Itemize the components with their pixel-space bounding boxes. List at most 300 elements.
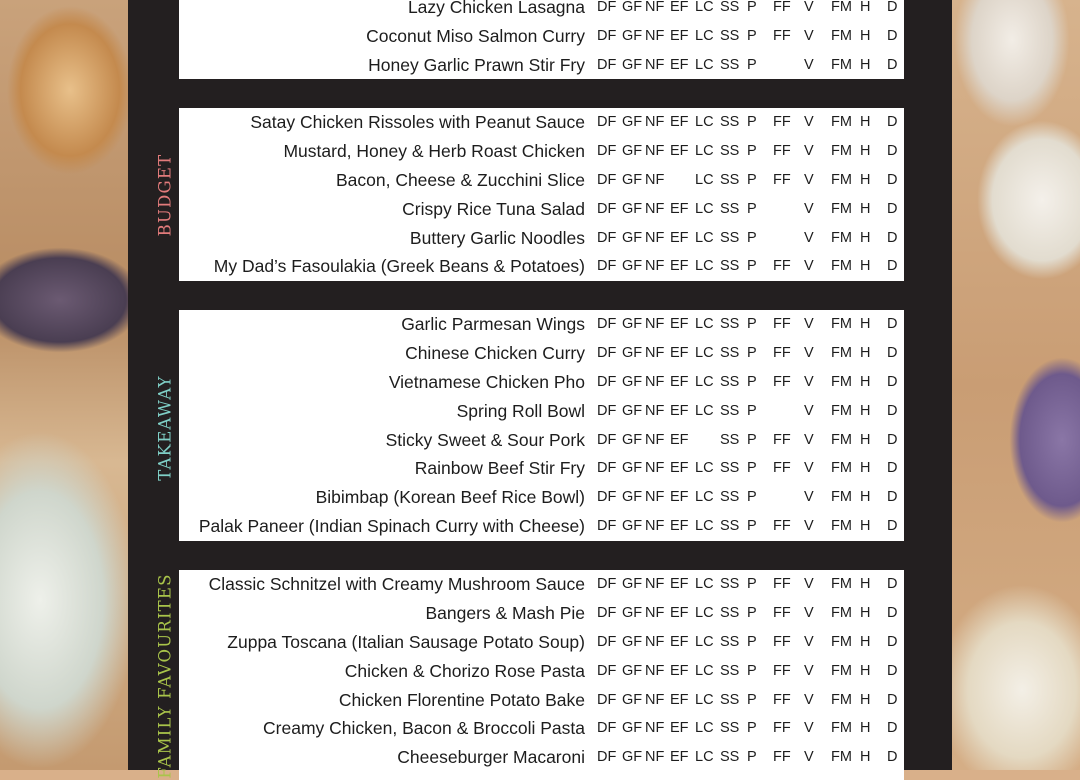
diet-tag: P	[747, 720, 757, 737]
diet-tag: LC	[695, 662, 714, 679]
diet-tag: V	[804, 316, 814, 332]
menu-row	[179, 686, 904, 715]
diet-tag: FM	[831, 316, 852, 332]
dish-name: Chicken Florentine Potato Bake	[338, 689, 585, 710]
diet-tag: SS	[720, 316, 740, 332]
diet-tag: FF	[773, 518, 791, 535]
diet-tag: V	[804, 489, 814, 506]
diet-tag: V	[804, 633, 814, 650]
diet-tag: FM	[831, 691, 852, 708]
diet-tag: P	[747, 200, 757, 217]
menu-row	[179, 137, 904, 166]
diet-tag: P	[747, 633, 757, 650]
diet-tag: P	[747, 518, 757, 535]
dish-name: Buttery Garlic Noodles	[409, 227, 585, 248]
dish-name: My Dad’s Fasoulakia (Greek Beans & Potatoes)	[213, 256, 585, 277]
diet-tag: GF	[622, 431, 643, 448]
diet-tag: DF	[597, 431, 617, 448]
dish-name: Chinese Chicken Curry	[405, 342, 585, 363]
diet-tag: EF	[670, 633, 689, 650]
diet-tag: EF	[670, 749, 689, 766]
diet-tag: NF	[645, 662, 665, 679]
dish-name: Cheeseburger Macaroni	[397, 747, 585, 768]
diet-tag: NF	[645, 691, 665, 708]
diet-tag: SS	[720, 56, 740, 73]
diet-tag: NF	[645, 633, 665, 650]
diet-tag: NF	[645, 56, 665, 73]
diet-tag: GF	[622, 171, 643, 188]
diet-tag: V	[804, 518, 814, 535]
diet-tag: FF	[773, 604, 791, 621]
diet-tag: EF	[670, 576, 689, 592]
diet-tag: LC	[695, 633, 714, 650]
diet-tag: D	[887, 0, 898, 15]
menu-row	[179, 483, 904, 512]
diet-tag: V	[804, 171, 814, 188]
diet-tag: LC	[695, 56, 714, 73]
diet-tag: LC	[695, 749, 714, 766]
dish-name: Crispy Rice Tuna Salad	[402, 198, 585, 219]
diet-tag: V	[804, 344, 814, 361]
menu-row	[179, 22, 904, 51]
diet-tag: D	[887, 344, 898, 361]
diet-tag: DF	[597, 720, 617, 737]
diet-tag: D	[887, 258, 898, 275]
diet-tag: H	[860, 518, 871, 535]
section-label: BUDGET	[155, 153, 175, 237]
diet-tag: GF	[622, 691, 643, 708]
diet-tag: EF	[670, 200, 689, 217]
diet-tag: FM	[831, 373, 852, 390]
menu-row	[179, 628, 904, 657]
diet-tag: FM	[831, 720, 852, 737]
diet-tag: D	[887, 633, 898, 650]
diet-tag: DF	[597, 229, 617, 246]
diet-tag: V	[804, 114, 814, 130]
diet-tag: H	[860, 171, 871, 188]
diet-tag: DF	[597, 662, 617, 679]
diet-tag: H	[860, 604, 871, 621]
diet-tag: P	[747, 489, 757, 506]
diet-tag: FM	[831, 258, 852, 275]
diet-tag: NF	[645, 258, 665, 275]
diet-tag: DF	[597, 27, 617, 44]
menu-row	[179, 599, 904, 628]
diet-tag: FF	[773, 258, 791, 275]
diet-tag: V	[804, 373, 814, 390]
diet-tag: EF	[670, 720, 689, 737]
diet-tag: V	[804, 200, 814, 217]
dish-name: Garlic Parmesan Wings	[401, 314, 585, 334]
diet-tag: DF	[597, 142, 617, 159]
diet-tag: LC	[695, 720, 714, 737]
diet-tag: H	[860, 633, 871, 650]
diet-tag: LC	[695, 171, 714, 188]
diet-tag: D	[887, 402, 898, 419]
diet-tag: H	[860, 316, 871, 332]
diet-tag: H	[860, 489, 871, 506]
diet-tag: FF	[773, 114, 791, 130]
diet-tag: H	[860, 431, 871, 448]
diet-tag: GF	[622, 489, 643, 506]
diet-tag: FF	[773, 344, 791, 361]
diet-tag: DF	[597, 373, 617, 390]
diet-tag: P	[747, 576, 757, 592]
diet-tag: GF	[622, 258, 643, 275]
diet-tag: V	[804, 720, 814, 737]
diet-tag: LC	[695, 316, 714, 332]
diet-tag: H	[860, 460, 871, 477]
diet-tag: SS	[720, 662, 740, 679]
diet-tag: SS	[720, 576, 740, 592]
diet-tag: GF	[622, 633, 643, 650]
background-photo-right	[952, 0, 1080, 770]
diet-tag: EF	[670, 142, 689, 159]
diet-tag: EF	[670, 344, 689, 361]
diet-tag: DF	[597, 460, 617, 477]
diet-tag: D	[887, 489, 898, 506]
diet-tag: GF	[622, 316, 643, 332]
diet-tag: SS	[720, 114, 740, 130]
diet-tag: V	[804, 258, 814, 275]
background-photo-left	[0, 0, 128, 770]
diet-tag: D	[887, 691, 898, 708]
diet-tag: EF	[670, 662, 689, 679]
diet-tag: V	[804, 749, 814, 766]
diet-tag: V	[804, 229, 814, 246]
menu-row	[179, 195, 904, 224]
diet-tag: EF	[670, 691, 689, 708]
diet-tag: FM	[831, 431, 852, 448]
diet-tag: GF	[622, 604, 643, 621]
diet-tag: NF	[645, 431, 665, 448]
diet-tag: DF	[597, 691, 617, 708]
diet-tag: LC	[695, 518, 714, 535]
diet-tag: D	[887, 518, 898, 535]
diet-tag: H	[860, 56, 871, 73]
diet-tag: P	[747, 431, 757, 448]
diet-tag: FM	[831, 662, 852, 679]
diet-tag: FM	[831, 0, 852, 15]
diet-tag: NF	[645, 200, 665, 217]
diet-tag: GF	[622, 229, 643, 246]
diet-tag: V	[804, 431, 814, 448]
diet-tag: LC	[695, 27, 714, 44]
diet-tag: P	[747, 27, 757, 44]
diet-tag: EF	[670, 114, 689, 130]
diet-tag: FM	[831, 749, 852, 766]
diet-tag: P	[747, 316, 757, 332]
diet-tag: LC	[695, 460, 714, 477]
diet-tag: LC	[695, 0, 714, 15]
diet-tag: FM	[831, 489, 852, 506]
diet-tag: NF	[645, 142, 665, 159]
diet-tag: NF	[645, 373, 665, 390]
menu-row	[179, 714, 904, 743]
diet-tag: V	[804, 0, 814, 15]
diet-tag: FM	[831, 344, 852, 361]
diet-tag: FF	[773, 171, 791, 188]
diet-tag: NF	[645, 460, 665, 477]
diet-tag: P	[747, 402, 757, 419]
diet-tag: D	[887, 576, 898, 592]
diet-tag: DF	[597, 576, 617, 592]
diet-tag: H	[860, 200, 871, 217]
diet-tag: P	[747, 749, 757, 766]
diet-tag: H	[860, 576, 871, 592]
diet-tag: DF	[597, 749, 617, 766]
diet-tag: FF	[773, 576, 791, 592]
diet-tag: GF	[622, 56, 643, 73]
diet-tag: EF	[670, 316, 689, 332]
diet-tag: NF	[645, 316, 665, 332]
diet-tag: H	[860, 142, 871, 159]
diet-tag: D	[887, 27, 898, 44]
diet-tag: DF	[597, 171, 617, 188]
diet-tag: EF	[670, 27, 689, 44]
diet-tag: P	[747, 691, 757, 708]
diet-tag: LC	[695, 258, 714, 275]
diet-tag: SS	[720, 373, 740, 390]
diet-tag: LC	[695, 604, 714, 621]
dish-name: Sticky Sweet & Sour Pork	[385, 429, 585, 450]
diet-tag: SS	[720, 460, 740, 477]
menu-section	[179, 108, 904, 281]
diet-tag: V	[804, 576, 814, 592]
diet-tag: NF	[645, 114, 665, 130]
diet-tag: NF	[645, 576, 665, 592]
diet-tag: DF	[597, 316, 617, 332]
diet-tag: LC	[695, 142, 714, 159]
menu-row	[179, 51, 904, 80]
diet-tag: FF	[773, 691, 791, 708]
diet-tag: FM	[831, 114, 852, 130]
diet-tag: H	[860, 114, 871, 130]
diet-tag: SS	[720, 402, 740, 419]
diet-tag: DF	[597, 344, 617, 361]
diet-tag: GF	[622, 142, 643, 159]
diet-tag: DF	[597, 489, 617, 506]
diet-tag: V	[804, 56, 814, 73]
diet-tag: FM	[831, 402, 852, 419]
diet-tag: GF	[622, 344, 643, 361]
diet-tag: H	[860, 229, 871, 246]
diet-tag: H	[860, 0, 871, 15]
diet-tag: EF	[670, 0, 689, 15]
diet-tag: SS	[720, 633, 740, 650]
diet-tag: LC	[695, 402, 714, 419]
diet-tag: P	[747, 142, 757, 159]
diet-tag: NF	[645, 720, 665, 737]
diet-tag: H	[860, 662, 871, 679]
diet-tag: P	[747, 56, 757, 73]
diet-tag: FM	[831, 142, 852, 159]
diet-tag: D	[887, 662, 898, 679]
diet-tag: NF	[645, 604, 665, 621]
diet-tag: SS	[720, 171, 740, 188]
diet-tag: FF	[773, 460, 791, 477]
diet-tag: P	[747, 344, 757, 361]
dish-name: Chicken & Chorizo Rose Pasta	[344, 660, 585, 681]
menu-row	[179, 339, 904, 368]
diet-tag: FF	[773, 27, 791, 44]
diet-tag: DF	[597, 114, 617, 130]
diet-tag: LC	[695, 373, 714, 390]
diet-tag: LC	[695, 691, 714, 708]
diet-tag: LC	[695, 489, 714, 506]
diet-tag: P	[747, 460, 757, 477]
diet-tag: P	[747, 373, 757, 390]
diet-tag: D	[887, 460, 898, 477]
diet-tag: V	[804, 691, 814, 708]
diet-tag: H	[860, 691, 871, 708]
diet-tag: V	[804, 604, 814, 621]
diet-tag: EF	[670, 229, 689, 246]
diet-tag: GF	[622, 200, 643, 217]
diet-tag: SS	[720, 229, 740, 246]
diet-tag: FF	[773, 142, 791, 159]
menu-row	[179, 368, 904, 397]
section-label: FAMILY FAVOURITES	[155, 573, 175, 779]
diet-tag: D	[887, 720, 898, 737]
diet-tag: FM	[831, 604, 852, 621]
diet-tag: DF	[597, 518, 617, 535]
diet-tag: GF	[622, 749, 643, 766]
diet-tag: LC	[695, 576, 714, 592]
diet-tag: D	[887, 316, 898, 332]
diet-tag: FM	[831, 633, 852, 650]
diet-tag: GF	[622, 662, 643, 679]
diet-tag: V	[804, 27, 814, 44]
diet-tag: SS	[720, 431, 740, 448]
diet-tag: SS	[720, 720, 740, 737]
dish-name: Classic Schnitzel with Creamy Mushroom Sauce	[208, 574, 585, 594]
menu-row	[179, 743, 904, 772]
diet-tag: H	[860, 27, 871, 44]
diet-tag: GF	[622, 27, 643, 44]
menu-row	[179, 108, 904, 137]
diet-tag: GF	[622, 373, 643, 390]
diet-tag: V	[804, 662, 814, 679]
diet-tag: SS	[720, 518, 740, 535]
diet-tag: P	[747, 114, 757, 130]
diet-tag: EF	[670, 56, 689, 73]
menu-row	[179, 397, 904, 426]
diet-tag: GF	[622, 518, 643, 535]
diet-tag: FM	[831, 27, 852, 44]
diet-tag: DF	[597, 633, 617, 650]
menu-row	[179, 0, 904, 22]
diet-tag: P	[747, 229, 757, 246]
dish-name: Bangers & Mash Pie	[425, 602, 585, 623]
diet-tag: GF	[622, 0, 643, 15]
diet-tag: NF	[645, 749, 665, 766]
menu-section	[179, 310, 904, 541]
diet-tag: H	[860, 258, 871, 275]
diet-tag: FF	[773, 0, 791, 15]
diet-tag: EF	[670, 373, 689, 390]
diet-tag: NF	[645, 0, 665, 15]
diet-tag: EF	[670, 402, 689, 419]
diet-tag: H	[860, 344, 871, 361]
diet-tag: GF	[622, 720, 643, 737]
diet-tag: FF	[773, 749, 791, 766]
diet-tag: LC	[695, 114, 714, 130]
diet-tag: FF	[773, 720, 791, 737]
diet-tag: FF	[773, 662, 791, 679]
diet-tag: D	[887, 604, 898, 621]
diet-tag: D	[887, 373, 898, 390]
dish-name: Lazy Chicken Lasagna	[407, 0, 585, 17]
dish-name: Bibimbap (Korean Beef Rice Bowl)	[315, 487, 585, 508]
dish-name: Rainbow Beef Stir Fry	[414, 458, 585, 479]
diet-tag: GF	[622, 576, 643, 592]
diet-tag: NF	[645, 489, 665, 506]
diet-tag: NF	[645, 229, 665, 246]
diet-tag: D	[887, 114, 898, 130]
diet-tag: SS	[720, 344, 740, 361]
diet-tag: D	[887, 431, 898, 448]
diet-tag: SS	[720, 200, 740, 217]
diet-tag: DF	[597, 0, 617, 15]
diet-tag: DF	[597, 200, 617, 217]
menu-row	[179, 310, 904, 339]
diet-tag: SS	[720, 258, 740, 275]
menu-row	[179, 570, 904, 599]
diet-tag: SS	[720, 0, 740, 15]
diet-tag: D	[887, 142, 898, 159]
diet-tag: FM	[831, 56, 852, 73]
diet-tag: DF	[597, 258, 617, 275]
diet-tag: V	[804, 142, 814, 159]
diet-tag: EF	[670, 518, 689, 535]
diet-tag: EF	[670, 431, 689, 448]
dish-name: Spring Roll Bowl	[456, 400, 585, 421]
diet-tag: V	[804, 402, 814, 419]
diet-tag: GF	[622, 114, 643, 130]
diet-tag: H	[860, 402, 871, 419]
dish-name: Satay Chicken Rissoles with Peanut Sauce	[250, 112, 585, 132]
menu-row	[179, 166, 904, 195]
diet-tag: P	[747, 0, 757, 15]
menu-row	[179, 657, 904, 686]
menu-row	[179, 252, 904, 281]
diet-tag: FF	[773, 633, 791, 650]
diet-tag: NF	[645, 171, 665, 188]
diet-tag: SS	[720, 489, 740, 506]
diet-tag: EF	[670, 258, 689, 275]
section-label: TAKEAWAY	[155, 375, 175, 481]
diet-tag: D	[887, 749, 898, 766]
diet-tag: SS	[720, 27, 740, 44]
diet-tag: FF	[773, 431, 791, 448]
diet-tag: D	[887, 229, 898, 246]
dish-name: Vietnamese Chicken Pho	[388, 371, 585, 392]
menu-row	[179, 454, 904, 483]
diet-tag: DF	[597, 56, 617, 73]
diet-tag: SS	[720, 749, 740, 766]
diet-tag: NF	[645, 27, 665, 44]
diet-tag: EF	[670, 460, 689, 477]
diet-tag: DF	[597, 402, 617, 419]
diet-tag: P	[747, 604, 757, 621]
menu-row	[179, 224, 904, 253]
diet-tag: FM	[831, 576, 852, 592]
diet-tag: D	[887, 200, 898, 217]
menu-section	[179, 570, 904, 780]
menu-row	[179, 512, 904, 541]
dish-name: Creamy Chicken, Bacon & Broccoli Pasta	[263, 718, 585, 739]
